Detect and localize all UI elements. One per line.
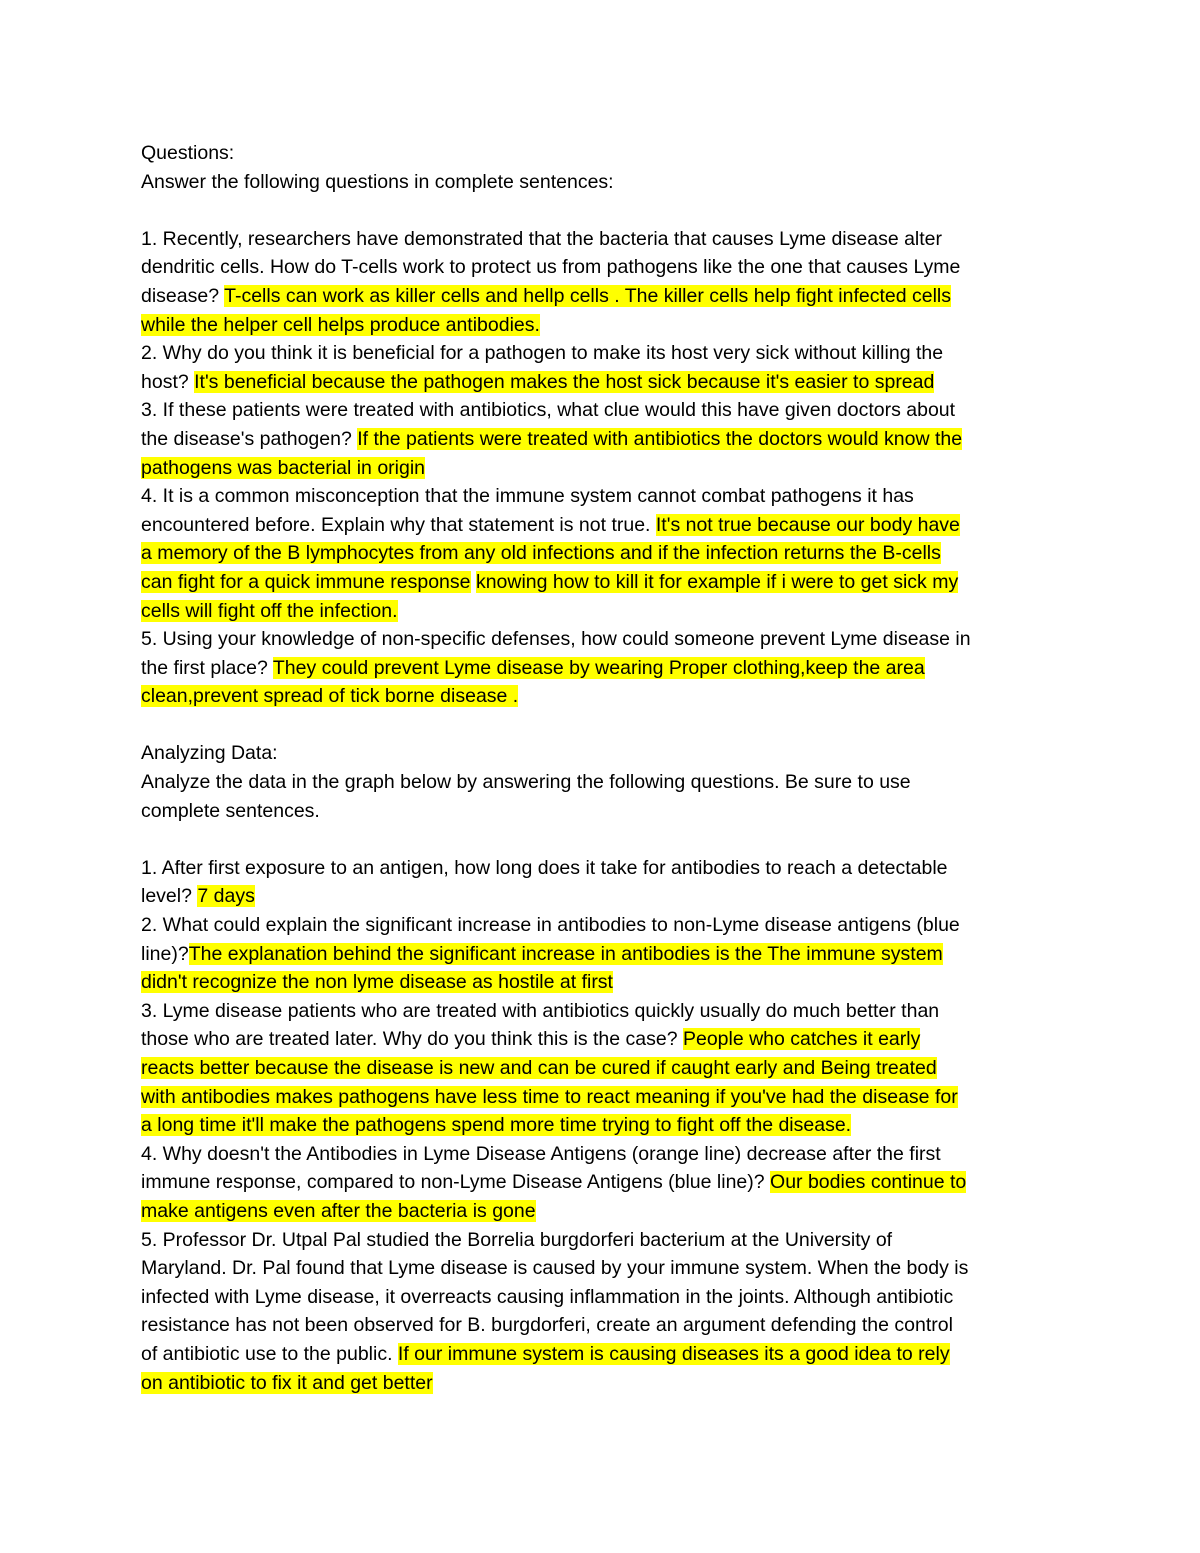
highlighted-answer: 7 days — [197, 885, 255, 908]
text-line — [141, 654, 1066, 683]
text-line — [141, 568, 1066, 597]
text-line — [141, 1226, 1066, 1255]
questions-heading: Questions: — [141, 142, 235, 164]
question-text: the disease's pathogen? — [141, 427, 358, 450]
questions-instruction: Answer the following questions in complete sentences: — [141, 170, 614, 193]
highlighted-answer: reacts better because the disease is new and can be cured if caught early and Being treated — [141, 1057, 937, 1079]
text-line — [141, 425, 1066, 454]
text-line — [141, 539, 1066, 568]
text-line — [141, 1283, 1066, 1312]
document-body — [141, 139, 1066, 1397]
questions-list — [141, 225, 1066, 711]
question-text: resistance has not been observed for B. burgdorferi, create an argument defending the control — [141, 1314, 953, 1337]
highlighted-answer: If the patients were treated with antibiotics the doctors would know the — [357, 427, 963, 450]
text-line — [141, 368, 1066, 397]
text-line — [141, 882, 1066, 911]
text-line — [141, 1054, 1066, 1083]
text-line — [141, 253, 1066, 282]
analyzing-heading: Analyzing Data: — [141, 742, 278, 765]
question-text: 4. Why doesn't the Antibodies in Lyme Disease Antigens (orange line) decrease after the first — [141, 1142, 941, 1165]
question-text: dendritic cells. How do T-cells work to protect us from pathogens like the one that causes Lyme — [141, 256, 961, 279]
text-line — [141, 597, 1066, 626]
text-line — [141, 1111, 1066, 1140]
analyze-question-4 — [141, 1140, 1066, 1226]
text-line — [141, 1369, 1066, 1398]
analyzing-questions-list — [141, 854, 1066, 1397]
highlighted-answer: clean,prevent spread of tick borne disease . — [141, 685, 519, 708]
text-line — [141, 482, 1066, 511]
text-line — [141, 1340, 1066, 1369]
question-text: of antibiotic use to the public. — [141, 1342, 398, 1365]
text-line — [141, 396, 1066, 425]
q-question-2 — [141, 339, 1066, 396]
analyze-question-5 — [141, 1226, 1066, 1398]
question-text: infected with Lyme disease, it overreacts causing inflammation in the joints. Although antibiotic — [141, 1285, 954, 1308]
highlighted-answer: cells will fight off the infection. — [141, 599, 398, 622]
highlighted-answer: didn't recognize the non lyme disease as hostile at first — [141, 971, 613, 994]
text-line — [141, 625, 1066, 654]
question-text: the first place? — [141, 656, 273, 679]
text-line — [141, 1254, 1066, 1283]
highlighted-answer: with antibodies makes pathogens have less time to react meaning if you've had the disease for — [141, 1085, 958, 1108]
spacer — [141, 825, 1066, 854]
text-line — [141, 282, 1066, 311]
text-line — [141, 968, 1066, 997]
text-line — [141, 1140, 1066, 1169]
analyze-question-3 — [141, 997, 1066, 1140]
highlighted-answer: knowing how to kill it for example if i were to get sick my — [475, 570, 959, 593]
question-text: immune response, compared to non-Lyme Disease Antigens (blue line)? — [141, 1171, 771, 1194]
highlighted-answer: Our bodies continue to — [770, 1171, 967, 1194]
q-question-4 — [141, 482, 1066, 625]
spacer — [141, 711, 1066, 740]
question-text: Maryland. Dr. Pal found that Lyme disease is caused by your immune system. When the body is — [141, 1257, 969, 1280]
text-line — [141, 511, 1066, 540]
highlighted-answer: a memory of the B lymphocytes from any old infections and if the infection returns the B-cells — [141, 542, 941, 565]
question-text: level? — [141, 885, 198, 908]
text-line — [141, 940, 1066, 969]
text-line — [141, 311, 1066, 340]
analyze-question-1 — [141, 854, 1066, 911]
q-question-3 — [141, 396, 1066, 482]
analyzing-instruction-line-2: complete sentences. — [141, 799, 320, 822]
highlighted-answer: pathogens was bacterial in origin — [141, 456, 426, 479]
question-text: 2. What could explain the significant increase in antibodies to non-Lyme disease antigens (blue — [141, 914, 960, 937]
question-text: 2. Why do you think it is beneficial for a pathogen to make its host very sick without killing the — [141, 342, 944, 365]
question-text: line)? — [141, 942, 189, 965]
analyze-question-2 — [141, 911, 1066, 997]
text-line — [141, 1083, 1066, 1112]
text-line — [141, 1311, 1066, 1340]
highlighted-answer: T-cells can work as killer cells and hellp cells . The killer cells help fight infected cells — [224, 284, 951, 307]
text-line — [141, 225, 1066, 254]
text-line — [141, 911, 1066, 940]
question-text: 4. It is a common misconception that the immune system cannot combat pathogens it has — [141, 485, 914, 508]
text-line — [141, 1025, 1066, 1054]
highlighted-answer: It's not true because our body have — [655, 513, 960, 536]
highlighted-answer: People who catches it early — [682, 1028, 921, 1051]
question-text: 1. After first exposure to an antigen, how long does it take for antibodies to reach a detectable — [141, 856, 948, 879]
question-text: 5. Using your knowledge of non-specific defenses, how could someone prevent Lyme disease in — [141, 628, 971, 651]
text-line — [141, 997, 1066, 1026]
text-line — [141, 682, 1066, 711]
q-question-1 — [141, 225, 1066, 339]
text-line — [141, 854, 1066, 883]
question-text: 3. Lyme disease patients who are treated with antibiotics quickly usually do much better than — [141, 999, 940, 1022]
text-line — [141, 1168, 1066, 1197]
spacer — [141, 196, 1066, 225]
question-text: 5. Professor Dr. Utpal Pal studied the Borrelia burgdorferi bacterium at the University of — [141, 1228, 893, 1251]
analyzing-instruction-line-1: Analyze the data in the graph below by answering the following questions. Be sure to use — [141, 771, 911, 794]
text-line — [141, 454, 1066, 483]
q-question-5 — [141, 625, 1066, 711]
question-text: 1. Recently, researchers have demonstrated that the bacteria that causes Lyme disease alter — [141, 227, 943, 250]
highlighted-answer: while the helper cell helps produce antibodies. — [141, 313, 540, 336]
highlighted-answer: It's beneficial because the pathogen makes the host sick because it's easier to spread — [194, 370, 935, 393]
question-text: host? — [141, 370, 195, 393]
highlighted-answer: The explanation behind the significant increase in antibodies is the The immune system — [188, 942, 943, 965]
question-text: disease? — [141, 284, 225, 307]
highlighted-answer: If our immune system is causing diseases its a good idea to rely — [397, 1342, 950, 1365]
highlighted-answer: They could prevent Lyme disease by wearing Proper clothing,keep the area — [272, 656, 925, 679]
highlighted-answer: on antibiotic to fix it and get better — [141, 1371, 433, 1394]
highlighted-answer: make antigens even after the bacteria is gone — [141, 1199, 536, 1222]
question-text: 3. If these patients were treated with antibiotics, what clue would this have given doctors about — [141, 399, 956, 422]
text-line — [141, 1197, 1066, 1226]
highlighted-answer: a long time it'll make the pathogens spend more time trying to fight off the disease. — [141, 1114, 852, 1137]
question-text: encountered before. Explain why that statement is not true. — [141, 513, 656, 536]
question-text: those who are treated later. Why do you think this is the case? — [141, 1028, 683, 1051]
text-line — [141, 339, 1066, 368]
highlighted-answer: can fight for a quick immune response — [141, 570, 471, 593]
